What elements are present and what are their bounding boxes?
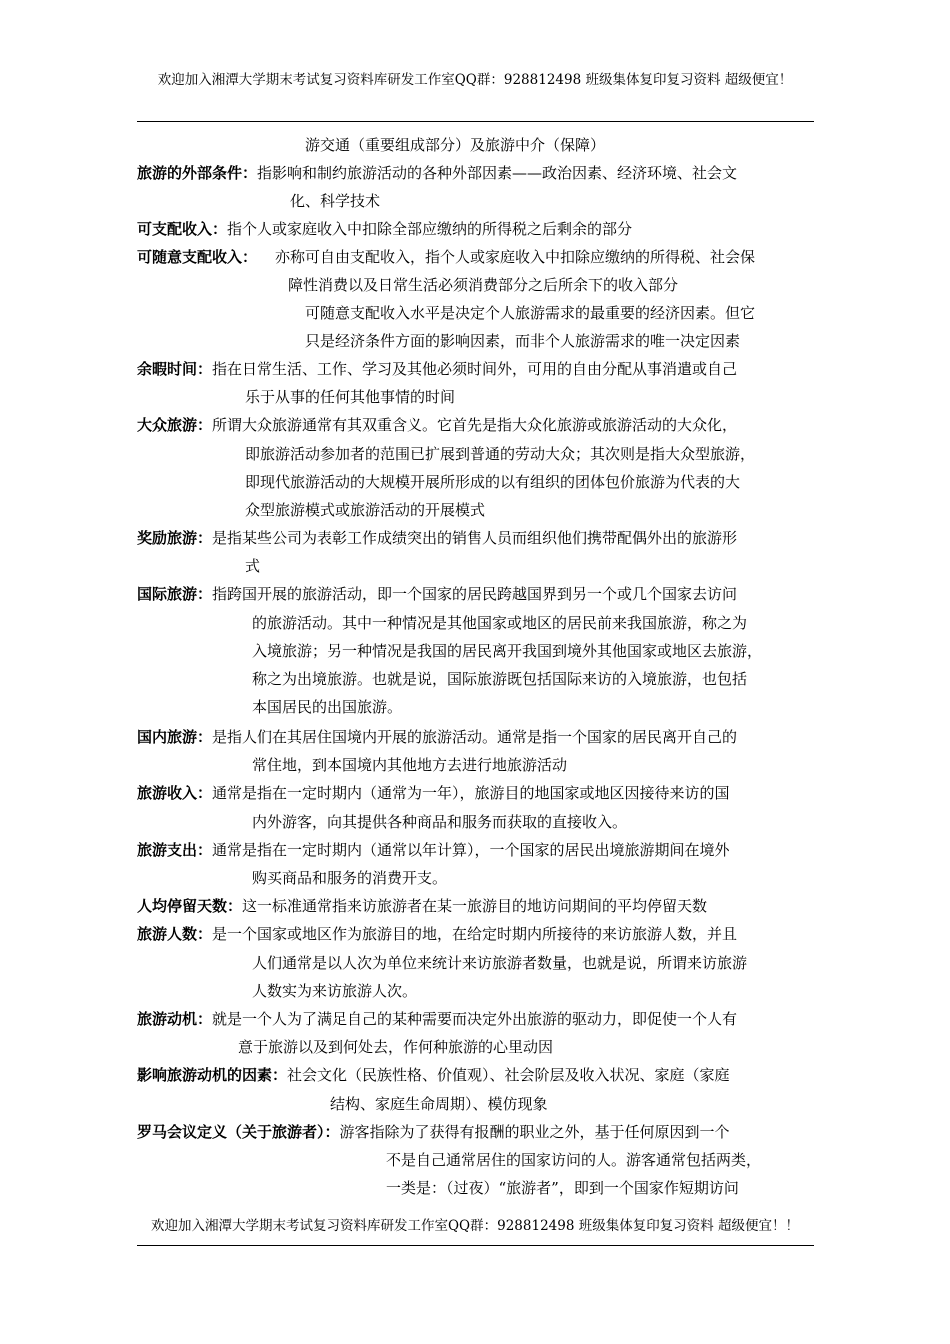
definition-line: 的旅游活动。其中一种情况是其他国家或地区的居民前来我国旅游，称之为 [252, 614, 748, 632]
term-label: 可支配收入： [137, 220, 228, 238]
entry-average-stay [137, 896, 707, 916]
definition-line: 乐于从事的任何其他事情的时间 [245, 388, 456, 406]
entry-rome-conference-definition [137, 1122, 730, 1142]
definition-text: 通常是指在一定时期内（通常为一年），旅游目的地国家或地区因接待来访的国 [212, 784, 730, 802]
definition-line: 人们通常是以人次为单位来统计来访旅游者数量，也就是说，所谓来访旅游 [252, 954, 748, 972]
definition-text: 是指人们在其居住国境内开展的旅游活动。通常是指一个国家的居民离开自己的 [212, 728, 738, 746]
definition-line: 化、科学技术 [290, 192, 381, 210]
definition-text: 游客指除为了获得有报酬的职业之外，基于任何原因到一个 [339, 1123, 730, 1141]
term-label: 奖励旅游： [137, 529, 213, 547]
entry-mass-tourism [137, 415, 737, 435]
page-header: 欢迎加入湘潭大学期末考试复习资料库研发工作室QQ群：928812498 班级集体复印复习资料 超级便宜！ [157, 72, 793, 88]
entry-discretionary-income [137, 247, 755, 267]
definition-text: 通常是指在一定时期内（通常以年计算），一个国家的居民出境旅游期间在境外 [212, 841, 730, 859]
term-label: 旅游动机： [137, 1010, 213, 1028]
term-label: 旅游支出： [137, 841, 213, 859]
definition-text: 指在日常生活、工作、学习及其他必须时间外，可用的自由分配从事消遣或自己 [212, 360, 738, 378]
definition-line: 意于旅游以及到何处去，作何种旅游的心里动因 [238, 1038, 554, 1056]
definition-text: 社会文化（民族性格、价值观）、社会阶层及收入状况、家庭（家庭 [287, 1066, 730, 1084]
definition-line: 只是经济条件方面的影响因素，而非个人旅游需求的唯一决定因素 [305, 332, 741, 350]
definition-line: 一类是：（过夜）“旅游者”，即到一个国家作短期访问 [386, 1179, 739, 1197]
intro-line: 游交通（重要组成部分）及旅游中介（保障） [305, 136, 606, 154]
definition-text: 指个人或家庭收入中扣除全部应缴纳的所得税之后剩余的部分 [227, 220, 633, 238]
definition-text: 是指某些公司为表彰工作成绩突出的销售人员而组织他们携带配偶外出的旅游形 [212, 529, 738, 547]
definition-line: 购买商品和服务的消费开支。 [252, 869, 448, 887]
definition-text: 就是一个人为了满足自己的某种需要而决定外出旅游的驱动力，即促使一个人有 [212, 1010, 738, 1028]
definition-line: 人数实为来访旅游人次。 [252, 982, 418, 1000]
term-label: 国内旅游： [137, 728, 213, 746]
term-label: 旅游的外部条件： [137, 164, 258, 182]
definition-line: 称之为出境旅游。也就是说，国际旅游既包括国际来访的入境旅游，也包括 [252, 670, 748, 688]
entry-external-conditions [137, 163, 737, 183]
term-label: 旅游人数： [137, 925, 213, 943]
page-footer: 欢迎加入湘潭大学期末考试复习资料库研发工作室QQ群：928812498 班级集体复印复习资料 超级便宜！！ [150, 1218, 800, 1234]
definition-line: 结构、家庭生命周期）、模仿现象 [330, 1095, 548, 1113]
definition-line: 即旅游活动参加者的范围已扩展到普通的劳动大众；其次则是指大众型旅游， [245, 445, 756, 463]
entry-tourist-arrivals [137, 924, 737, 944]
definition-line: 障性消费以及日常生活必须消费部分之后所余下的收入部分 [288, 276, 679, 294]
entry-motivation-factors [137, 1065, 730, 1085]
definition-line: 入境旅游；另一种情况是我国的居民离开我国到境外其他国家或地区去旅游， [252, 642, 763, 660]
definition-text: 指跨国开展的旅游活动，即一个国家的居民跨越国界到另一个或几个国家去访问 [212, 585, 738, 603]
entry-incentive-tourism [137, 528, 737, 548]
term-label: 国际旅游： [137, 585, 213, 603]
header-rule [137, 121, 814, 122]
definition-text: 亦称可自由支配收入，指个人或家庭收入中扣除应缴纳的所得税、社会保 [275, 248, 756, 266]
term-label: 余暇时间： [137, 360, 213, 378]
term-label: 旅游收入： [137, 784, 213, 802]
definition-line: 可随意支配收入水平是决定个人旅游需求的最重要的经济因素。但它 [305, 304, 756, 322]
term-label: 影响旅游动机的因素： [137, 1066, 288, 1084]
definition-text: 是一个国家或地区作为旅游目的地，在给定时期内所接待的来访旅游人数，并且 [212, 925, 738, 943]
entry-disposable-income [137, 219, 632, 239]
definition-line: 式 [245, 557, 261, 575]
entry-tourism-revenue [137, 783, 730, 803]
definition-line: 众型旅游模式或旅游活动的开展模式 [245, 501, 486, 519]
entry-international-tourism [137, 584, 737, 604]
entry-leisure-time [137, 359, 737, 379]
entry-domestic-tourism [137, 727, 737, 747]
definition-line: 内外游客，向其提供各种商品和服务而获取的直接收入。 [252, 813, 628, 831]
definition-line: 常住地，到本国境内其他地方去进行地旅游活动 [252, 756, 568, 774]
definition-text: 这一标准通常指来访旅游者在某一旅游目的地访问期间的平均停留天数 [242, 897, 708, 915]
definition-line: 即现代旅游活动的大规模开展所形成的以有组织的团体包价旅游为代表的大 [245, 473, 741, 491]
definition-line: 不是自己通常居住的国家访问的人。游客通常包括两类， [386, 1151, 762, 1169]
term-label: 大众旅游： [137, 416, 213, 434]
entry-travel-motivation [137, 1009, 737, 1029]
definition-line: 本国居民的出国旅游。 [252, 698, 403, 716]
definition-text: 指影响和制约旅游活动的各种外部因素——政治因素、经济环境、社会文 [257, 164, 738, 182]
term-label: 可随意支配收入： [137, 248, 258, 266]
definition-text: 所谓大众旅游通常有其双重含义。它首先是指大众化旅游或旅游活动的大众化， [212, 416, 738, 434]
term-label: 人均停留天数： [137, 897, 243, 915]
entry-tourism-expenditure [137, 840, 730, 860]
footer-rule [137, 1245, 814, 1246]
term-label: 罗马会议定义（关于旅游者）： [137, 1123, 340, 1141]
